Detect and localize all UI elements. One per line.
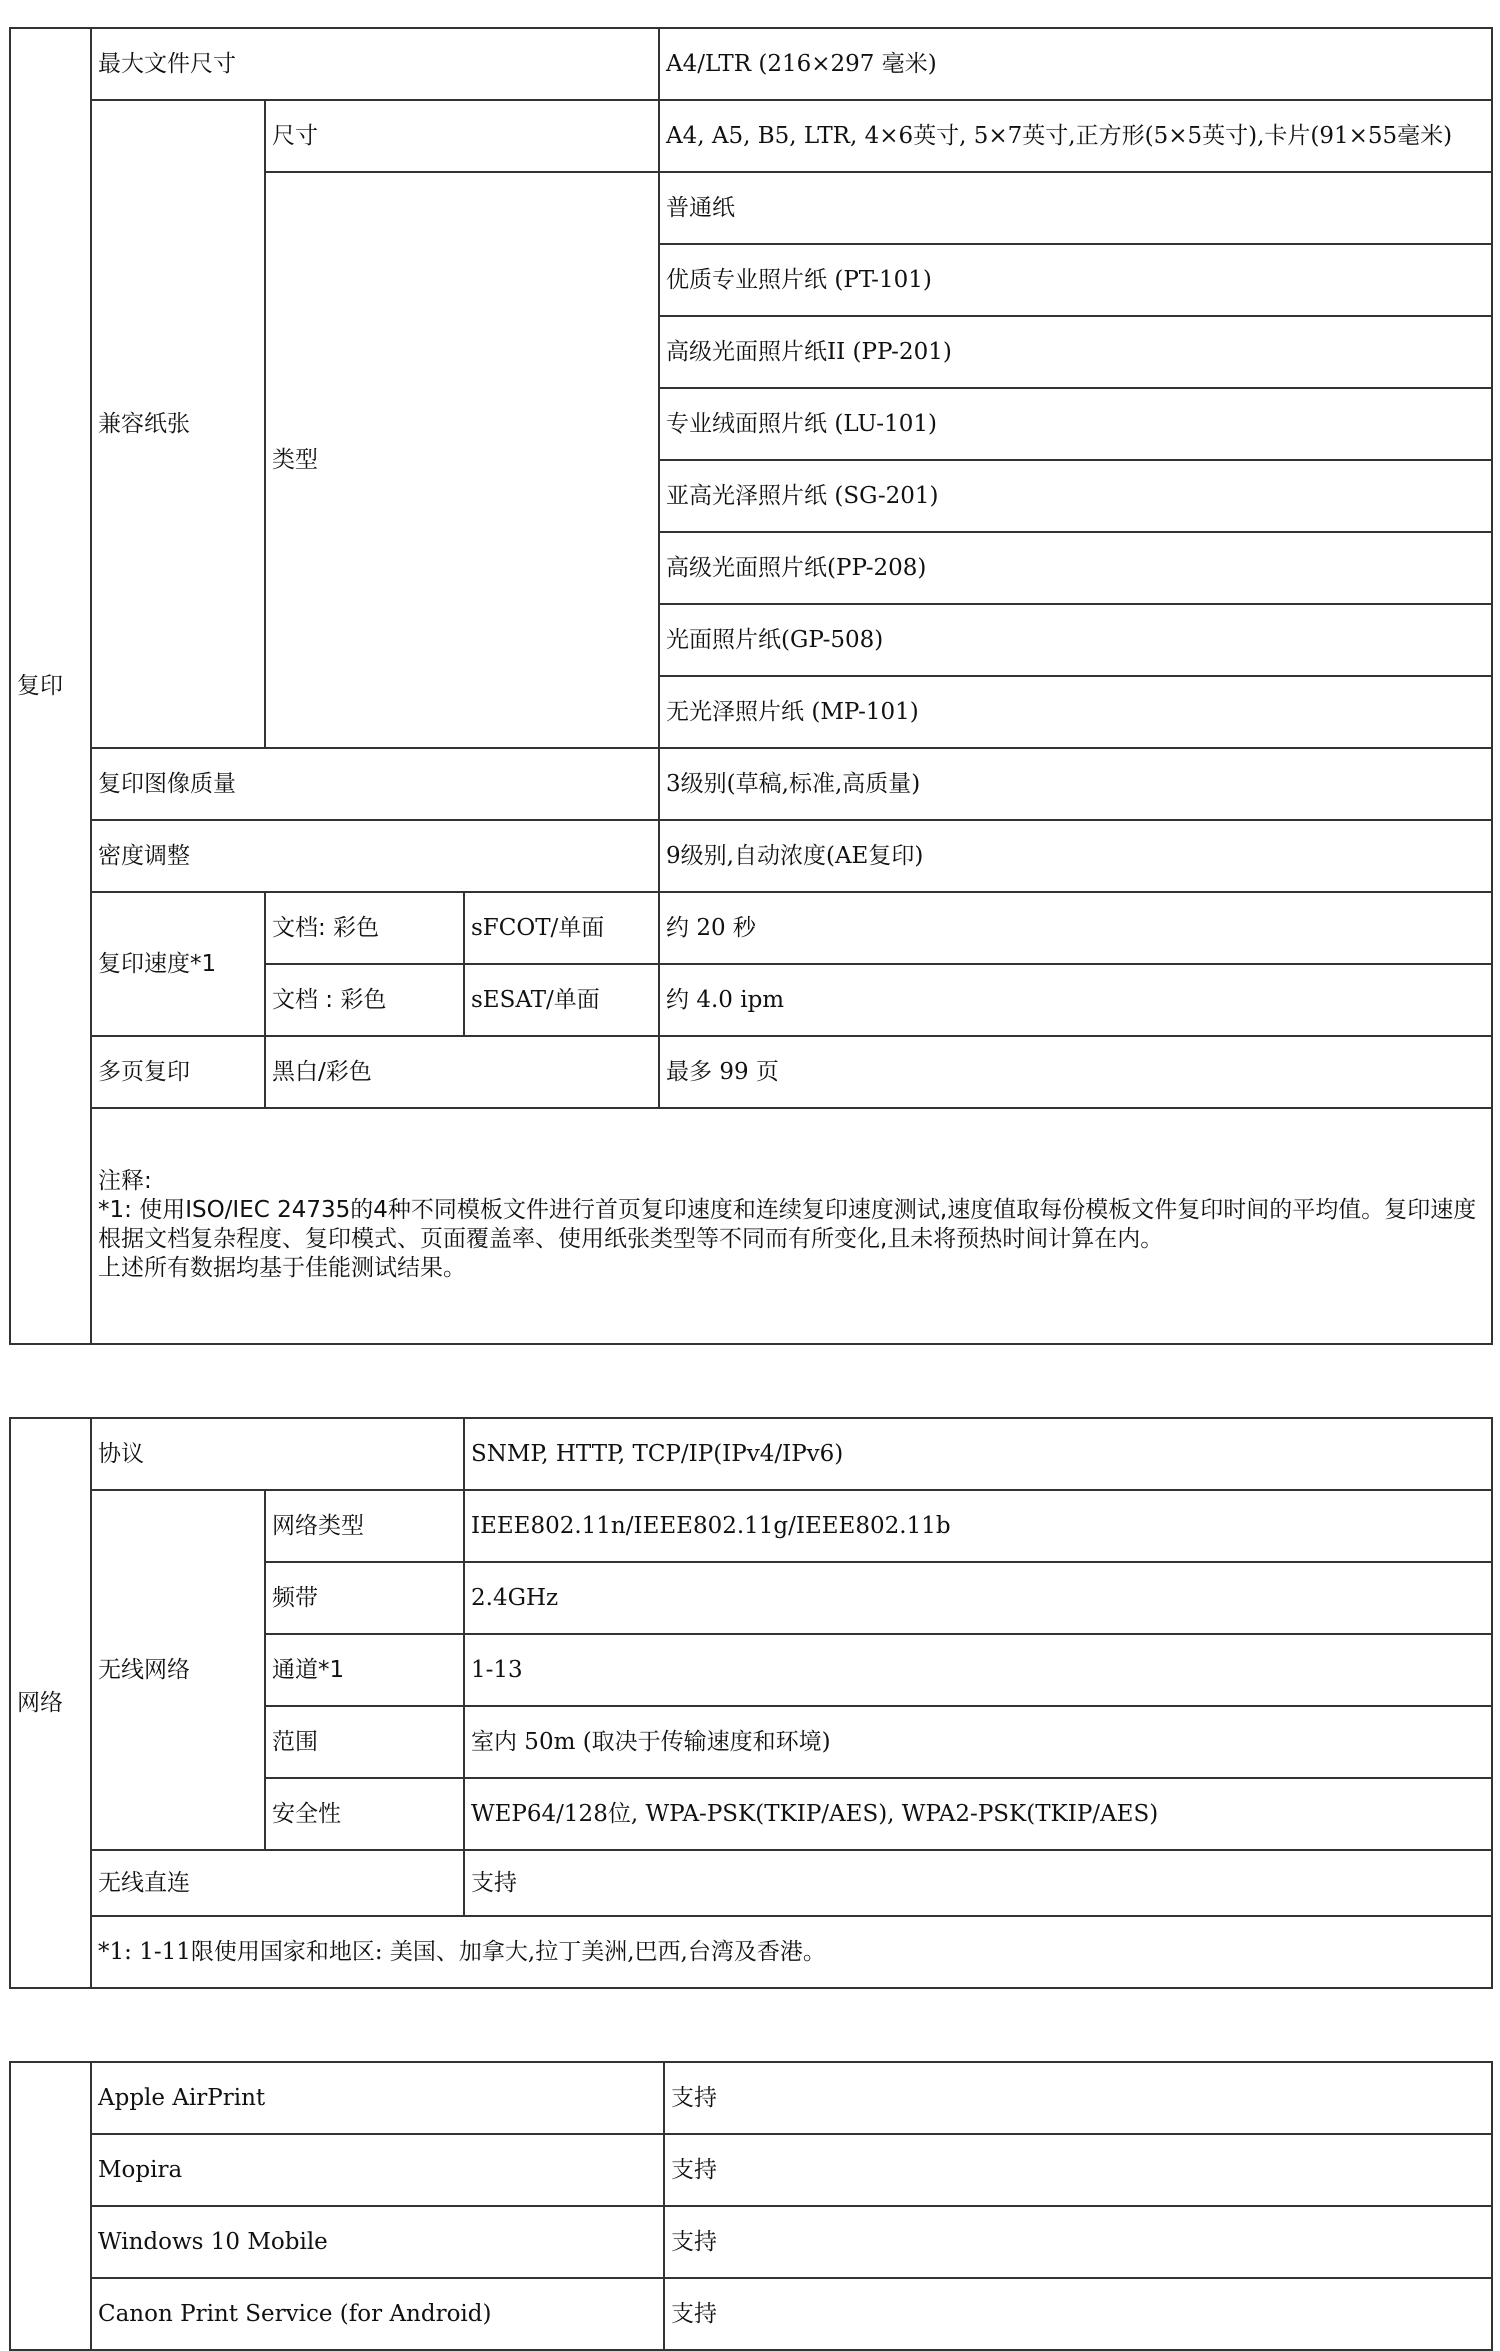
wireless-row-value: 2.4GHz: [464, 1562, 1492, 1634]
copy-speed-doc: 文档 : 彩色: [265, 964, 464, 1036]
copy-speed-doc: 文档: 彩色: [265, 892, 464, 964]
wireless-row-value: 1-13: [464, 1634, 1492, 1706]
multi-copy-label: 多页复印: [91, 1036, 265, 1108]
wireless-row-label: 通道*1: [265, 1634, 464, 1706]
network-spec-table: [9, 1417, 1493, 1989]
max-doc-size-label: 最大文件尺寸: [91, 28, 659, 100]
copy-speed-value: 约 20 秒: [659, 892, 1492, 964]
mobile-row-value: 支持: [664, 2206, 1492, 2278]
paper-size-label: 尺寸: [265, 100, 659, 172]
copy-speed-mode: sFCOT/单面: [464, 892, 659, 964]
wireless-row-label: 网络类型: [265, 1490, 464, 1562]
wireless-row-value: 室内 50m (取决于传输速度和环境): [464, 1706, 1492, 1778]
wireless-row-label: 安全性: [265, 1778, 464, 1850]
density-label: 密度调整: [91, 820, 659, 892]
note-line: *1: 使用ISO/IEC 24735的4种不同模板文件进行首页复印速度和连续复印速度测试,速度值取每份模板文件复印时间的平均值。复印速度根据文档复杂程度、复印模式、页面覆盖率、使用纸张类型等不同而有所变化,且未将预热时间计算在内。: [98, 1197, 1477, 1252]
wireless-row-label: 范围: [265, 1706, 464, 1778]
paper-label: 兼容纸张: [91, 100, 265, 748]
paper-type-item: 高级光面照片纸II (PP-201): [659, 316, 1492, 388]
copy-quality-label: 复印图像质量: [91, 748, 659, 820]
network-section-label: 网络: [10, 1418, 91, 1988]
copy-quality-value: 3级别(草稿,标准,高质量): [659, 748, 1492, 820]
wireless-row-value: IEEE802.11n/IEEE802.11g/IEEE802.11b: [464, 1490, 1492, 1562]
copy-notes: [91, 1108, 1492, 1344]
max-doc-size-value: A4/LTR (216×297 毫米): [659, 28, 1492, 100]
paper-type-item: 光面照片纸(GP-508): [659, 604, 1492, 676]
mobile-row-label: Canon Print Service (for Android): [91, 2278, 664, 2350]
protocol-value: SNMP, HTTP, TCP/IP(IPv4/IPv6): [464, 1418, 1492, 1490]
note-line: 注释:: [98, 1168, 152, 1194]
paper-size-value: A4, A5, B5, LTR, 4×6英寸, 5×7英寸,正方形(5×5英寸),卡片(91×55毫米): [659, 100, 1492, 172]
wireless-label: 无线网络: [91, 1490, 265, 1850]
multi-copy-value: 最多 99 页: [659, 1036, 1492, 1108]
paper-type-item: 优质专业照片纸 (PT-101): [659, 244, 1492, 316]
paper-type-label: 类型: [265, 172, 659, 748]
network-footnote: *1: 1-11限使用国家和地区: 美国、加拿大,拉丁美洲,巴西,台湾及香港。: [91, 1916, 1492, 1988]
copy-section-label: 复印: [10, 28, 91, 1344]
mobile-section-label: [10, 2062, 91, 2350]
copy-speed-mode: sESAT/单面: [464, 964, 659, 1036]
copy-speed-value: 约 4.0 ipm: [659, 964, 1492, 1036]
wireless-row-label: 频带: [265, 1562, 464, 1634]
copy-spec-table: [9, 27, 1493, 1345]
paper-type-item: 无光泽照片纸 (MP-101): [659, 676, 1492, 748]
paper-type-item: 专业绒面照片纸 (LU-101): [659, 388, 1492, 460]
mobile-row-label: Windows 10 Mobile: [91, 2206, 664, 2278]
mobile-row-value: 支持: [664, 2062, 1492, 2134]
paper-type-item: 普通纸: [659, 172, 1492, 244]
paper-type-item: 亚高光泽照片纸 (SG-201): [659, 460, 1492, 532]
mobile-row-value: 支持: [664, 2134, 1492, 2206]
mobile-spec-table: [9, 2061, 1493, 2351]
wireless-row-value: WEP64/128位, WPA-PSK(TKIP/AES), WPA2-PSK(TKIP/AES): [464, 1778, 1492, 1850]
density-value: 9级别,自动浓度(AE复印): [659, 820, 1492, 892]
paper-type-item: 高级光面照片纸(PP-208): [659, 532, 1492, 604]
mobile-row-label: Apple AirPrint: [91, 2062, 664, 2134]
mobile-row-label: Mopira: [91, 2134, 664, 2206]
protocol-label: 协议: [91, 1418, 464, 1490]
wifi-direct-value: 支持: [464, 1850, 1492, 1916]
multi-copy-sub: 黑白/彩色: [265, 1036, 659, 1108]
mobile-row-value: 支持: [664, 2278, 1492, 2350]
note-line: 上述所有数据均基于佳能测试结果。: [98, 1255, 466, 1281]
copy-speed-label: 复印速度*1: [91, 892, 265, 1036]
wifi-direct-label: 无线直连: [91, 1850, 464, 1916]
